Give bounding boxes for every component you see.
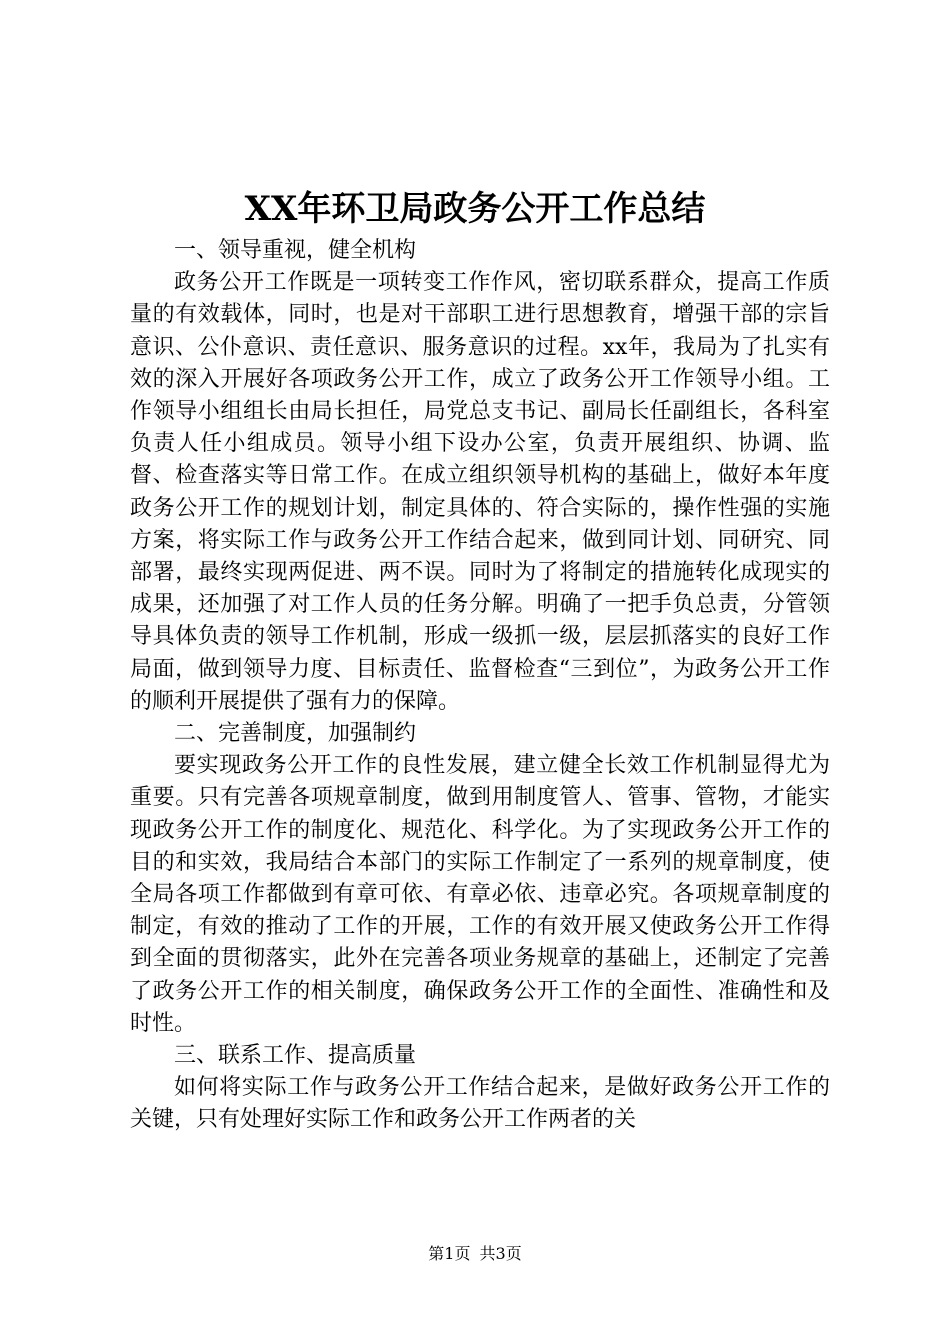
page-total: 共3页: [479, 1244, 522, 1263]
section-heading-3: 三、联系工作、提高质量: [174, 1043, 417, 1069]
document-body: [130, 235, 830, 1137]
body-paragraph-3: 如何将实际工作与政务公开工作结合起来，是做好政务公开工作的关键，只有处理好实际工作和政务公开工作两者的关: [130, 1075, 830, 1133]
document-title: XX年环卫局政务公开工作总结: [244, 189, 706, 229]
page-number: 第1页: [428, 1244, 471, 1263]
page-footer: [0, 1244, 950, 1264]
body-paragraph-2: 要实现政务公开工作的良性发展，建立健全长效工作机制显得尤为重要。只有完善各项规章制度，做到用制度管人、管事、管物，才能实现政务公开工作的制度化、规范化、科学化。为了实现政务公开工作的目的和实效，我局结合本部门的实际工作制定了一系列的规章制度，使全局各项工作都做到有章可依、有章必依、违章必究。各项规章制度的制定，有效的推动了工作的开展，工作的有效开展又使政务公开工作得到全面的贯彻落实，此外在完善各项业务规章的基础上，还制定了完善了政务公开工作的相关制度，确保政务公开工作的全面性、准确性和及时性。: [130, 753, 830, 1036]
section-heading-1: 一、领导重视，健全机构: [174, 238, 417, 263]
body-paragraph-1: 政务公开工作既是一项转变工作作风，密切联系群众，提高工作质量的有效载体，同时，也是对干部职工进行思想教育，增强干部的宗旨意识、公仆意识、责任意识、服务意识的过程。xx年，我局为了扎实有效的深入开展好各项政务公开工作，成立了政务公开工作领导小组。工作领导小组组长由局长担任，局党总支书记、副局长任副组长，各科室负责人任小组成员。领导小组下设办公室，负责开展组织、协调、监督、检查落实等日常工作。在成立组织领导机构的基础上，做好本年度政务公开工作的规划计划，制定具体的、符合实际的，操作性强的实施方案，将实际工作与政务公开工作结合起来，做到同计划、同研究、同部署，最终实现两促进、两不误。同时为了将制定的措施转化成现实的成果，还加强了对工作人员的任务分解。明确了一把手负总责，分管领导具体负责的领导工作机制，形成一级抓一级，层层抓落实的良好工作局面，做到领导力度、目标责任、监督检查“三到位”，为政务公开工作的顺利开展提供了强有力的保障。: [130, 270, 830, 714]
section-heading-2: 二、完善制度，加强制约: [174, 721, 417, 747]
